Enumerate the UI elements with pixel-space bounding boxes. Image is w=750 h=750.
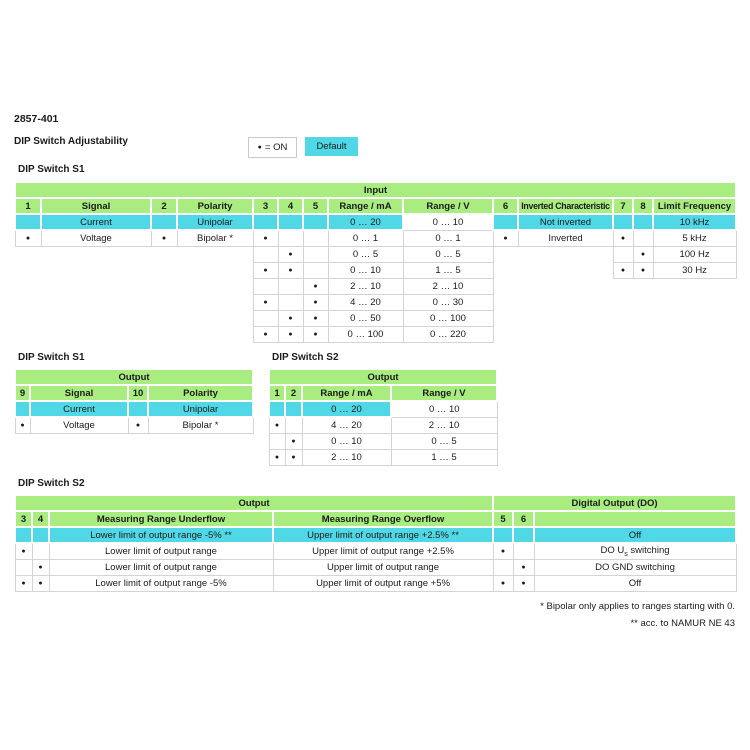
default-row (15, 214, 736, 230)
cell: 30 Hz (653, 262, 736, 278)
band-row (15, 369, 253, 385)
do-us-sub: s (624, 550, 628, 558)
cell: 0 … 100 (403, 310, 493, 326)
dip-cell: ● (32, 559, 49, 575)
s2-output-table (268, 368, 498, 466)
table-row (269, 417, 497, 433)
table-row (15, 294, 736, 310)
cell: 1 … 5 (403, 262, 493, 278)
col-header: Measuring Range Underflow (49, 511, 273, 527)
table-row (15, 326, 736, 342)
table-row (15, 417, 253, 433)
table-row (15, 559, 736, 575)
cell: Inverted (518, 230, 613, 246)
footnotes (540, 598, 735, 632)
table-row (15, 246, 736, 262)
dip-cell: ● (303, 294, 328, 310)
cell: Voltage (30, 417, 128, 433)
table-row (15, 543, 736, 559)
col-header: 2 (151, 198, 177, 214)
col-header: 3 (15, 511, 32, 527)
dip-cell: ● (278, 310, 303, 326)
dip-cell (285, 401, 302, 417)
dip-cell: ● (15, 543, 32, 559)
dip-cell: ● (151, 230, 177, 246)
cell: Off (534, 527, 736, 543)
cell: Lower limit of output range (49, 559, 273, 575)
band-output: Output (15, 495, 493, 511)
band-row (269, 369, 497, 385)
cell: 0 … 10 (391, 401, 497, 417)
legend-default-label: Default (316, 141, 347, 152)
dip-cell (32, 543, 49, 559)
dip-cell (303, 214, 328, 230)
dip-cell: ● (493, 575, 513, 591)
dip-cell (253, 278, 278, 294)
cell: Current (41, 214, 151, 230)
dip-cell: ● (253, 230, 278, 246)
cell: Bipolar * (148, 417, 253, 433)
cell: 5 kHz (653, 230, 736, 246)
cell: Upper limit of output range +2.5% ** (273, 527, 493, 543)
dip-cell (513, 543, 534, 559)
col-header: 8 (633, 198, 653, 214)
do-us-post: switching (627, 544, 670, 556)
default-row (269, 401, 497, 417)
cell: 0 … 5 (328, 246, 403, 262)
table-row (269, 433, 497, 449)
col-header (534, 511, 736, 527)
cell: 1 … 5 (391, 449, 497, 465)
band-digital-output: Digital Output (DO) (493, 495, 736, 511)
dip-cell: ● (15, 230, 41, 246)
cell: 0 … 10 (328, 262, 403, 278)
dip-cell (303, 246, 328, 262)
table-row (269, 449, 497, 465)
header-row (15, 198, 736, 214)
col-header: 9 (15, 385, 30, 401)
header-row (15, 385, 253, 401)
col-header: Polarity (148, 385, 253, 401)
legend-default-box (305, 137, 358, 156)
cell: 0 … 20 (302, 401, 391, 417)
dip-cell (253, 214, 278, 230)
cell: Off (534, 575, 736, 591)
s2-table (14, 494, 737, 592)
dip-cell: ● (15, 417, 30, 433)
cell: 0 … 220 (403, 326, 493, 342)
band-row (15, 182, 736, 198)
dip-cell: ● (285, 449, 302, 465)
dip-cell: ● (285, 433, 302, 449)
band-input: Input (15, 182, 736, 198)
dip-cell: ● (15, 575, 32, 591)
section-label-s1-output: DIP Switch S1 (18, 352, 85, 363)
dip-cell (513, 527, 534, 543)
dip-cell (278, 294, 303, 310)
default-row (15, 527, 736, 543)
table-row (15, 278, 736, 294)
col-header: Range / V (391, 385, 497, 401)
dip-cell: ● (32, 575, 49, 591)
section-label-s2-output: DIP Switch S2 (272, 352, 339, 363)
col-header: 2 (285, 385, 302, 401)
dip-cell: ● (278, 246, 303, 262)
dip-cell: ● (613, 230, 633, 246)
dip-cell: ● (278, 326, 303, 342)
cell: Upper limit of output range (273, 559, 493, 575)
cell: Upper limit of output range +2.5% (273, 543, 493, 559)
dot-icon: ● (257, 144, 262, 151)
cell: 10 kHz (653, 214, 736, 230)
col-header: 6 (493, 198, 518, 214)
cell: 0 … 1 (403, 230, 493, 246)
cell: 2 … 10 (302, 449, 391, 465)
dip-cell (613, 214, 633, 230)
col-header: 1 (15, 198, 41, 214)
cell: 4 … 20 (302, 417, 391, 433)
table-row (15, 575, 736, 591)
col-header: Signal (30, 385, 128, 401)
dip-cell (303, 230, 328, 246)
header-row (15, 511, 736, 527)
cell: 0 … 10 (302, 433, 391, 449)
dip-cell (253, 246, 278, 262)
cell: 0 … 100 (328, 326, 403, 342)
dip-cell (633, 214, 653, 230)
dip-cell (285, 417, 302, 433)
col-header: Polarity (177, 198, 253, 214)
cell: 4 … 20 (328, 294, 403, 310)
cell: Lower limit of output range -5% (49, 575, 273, 591)
col-header: 4 (32, 511, 49, 527)
cell: 2 … 10 (328, 278, 403, 294)
col-header: Range / mA (328, 198, 403, 214)
s1-output-table (14, 368, 254, 434)
cell: 0 … 10 (403, 214, 493, 230)
cell: Bipolar * (177, 230, 253, 246)
cell: 2 … 10 (403, 278, 493, 294)
col-header: Limit Frequency (653, 198, 736, 214)
dip-cell: ● (128, 417, 148, 433)
dip-cell (493, 214, 518, 230)
dip-cell (493, 527, 513, 543)
cell: 2 … 10 (391, 417, 497, 433)
dip-cell: ● (253, 262, 278, 278)
dip-cell: ● (513, 559, 534, 575)
dip-cell: ● (253, 326, 278, 342)
col-header: Inverted Characteristic (518, 198, 613, 214)
dip-cell: ● (493, 230, 518, 246)
col-header: Measuring Range Overflow (273, 511, 493, 527)
dip-cell (15, 559, 32, 575)
section-label-s2: DIP Switch S2 (18, 478, 85, 489)
dip-cell (32, 527, 49, 543)
col-header: 4 (278, 198, 303, 214)
col-header: 7 (613, 198, 633, 214)
cell: Not inverted (518, 214, 613, 230)
col-header: Range / V (403, 198, 493, 214)
band-row (15, 495, 736, 511)
dip-cell: ● (269, 417, 285, 433)
dip-cell (15, 401, 30, 417)
col-header: 5 (493, 511, 513, 527)
dip-cell (269, 401, 285, 417)
band-output: Output (15, 369, 253, 385)
col-header: 5 (303, 198, 328, 214)
cell: Voltage (41, 230, 151, 246)
table-row (15, 310, 736, 326)
do-us-pre: DO U (600, 544, 625, 556)
col-header: 1 (269, 385, 285, 401)
cell: 0 … 50 (328, 310, 403, 326)
dip-cell (613, 246, 633, 262)
cell: Unipolar (148, 401, 253, 417)
legend-on-label: = ON (264, 142, 288, 153)
dip-cell: ● (253, 294, 278, 310)
cell: Lower limit of output range -5% ** (49, 527, 273, 543)
legend-on-box (248, 137, 297, 158)
dip-cell (253, 310, 278, 326)
dip-cell (151, 214, 177, 230)
dip-cell (633, 230, 653, 246)
dip-cell (15, 214, 41, 230)
cell: Upper limit of output range +5% (273, 575, 493, 591)
cell: DO GND switching (534, 559, 736, 575)
col-header: 3 (253, 198, 278, 214)
input-table (14, 181, 737, 343)
table-row (15, 230, 736, 246)
footnote-bipolar: * Bipolar only applies to ranges starting with 0. (540, 601, 735, 612)
cell-do-us (534, 543, 736, 559)
dip-cell: ● (613, 262, 633, 278)
col-header: Range / mA (302, 385, 391, 401)
col-header: Signal (41, 198, 151, 214)
dip-cell (128, 401, 148, 417)
cell: 0 … 5 (403, 246, 493, 262)
dip-cell: ● (278, 262, 303, 278)
dip-cell (15, 527, 32, 543)
cell: Lower limit of output range (49, 543, 273, 559)
dip-cell: ● (493, 543, 513, 559)
dip-cell (278, 230, 303, 246)
col-header: 6 (513, 511, 534, 527)
dip-cell: ● (269, 449, 285, 465)
footnote-namur: ** acc. to NAMUR NE 43 (630, 618, 735, 629)
cell: 0 … 5 (391, 433, 497, 449)
dip-cell (493, 559, 513, 575)
cell: Current (30, 401, 128, 417)
dip-cell: ● (513, 575, 534, 591)
dip-cell (269, 433, 285, 449)
dip-cell: ● (303, 278, 328, 294)
table-row (15, 262, 736, 278)
col-header: 10 (128, 385, 148, 401)
cell: 0 … 30 (403, 294, 493, 310)
dip-cell (303, 262, 328, 278)
section-label-s1-input: DIP Switch S1 (18, 164, 85, 175)
cell: Unipolar (177, 214, 253, 230)
band-output: Output (269, 369, 497, 385)
dip-cell: ● (633, 262, 653, 278)
default-row (15, 401, 253, 417)
dip-cell: ● (633, 246, 653, 262)
dip-cell: ● (303, 326, 328, 342)
dip-cell: ● (303, 310, 328, 326)
dip-cell (278, 278, 303, 294)
cell: 0 … 1 (328, 230, 403, 246)
header-row (269, 385, 497, 401)
cell: 100 Hz (653, 246, 736, 262)
article-number: 2857-401 (14, 113, 59, 125)
page-title: DIP Switch Adjustability (14, 136, 128, 147)
cell: 0 … 20 (328, 214, 403, 230)
dip-cell (278, 214, 303, 230)
